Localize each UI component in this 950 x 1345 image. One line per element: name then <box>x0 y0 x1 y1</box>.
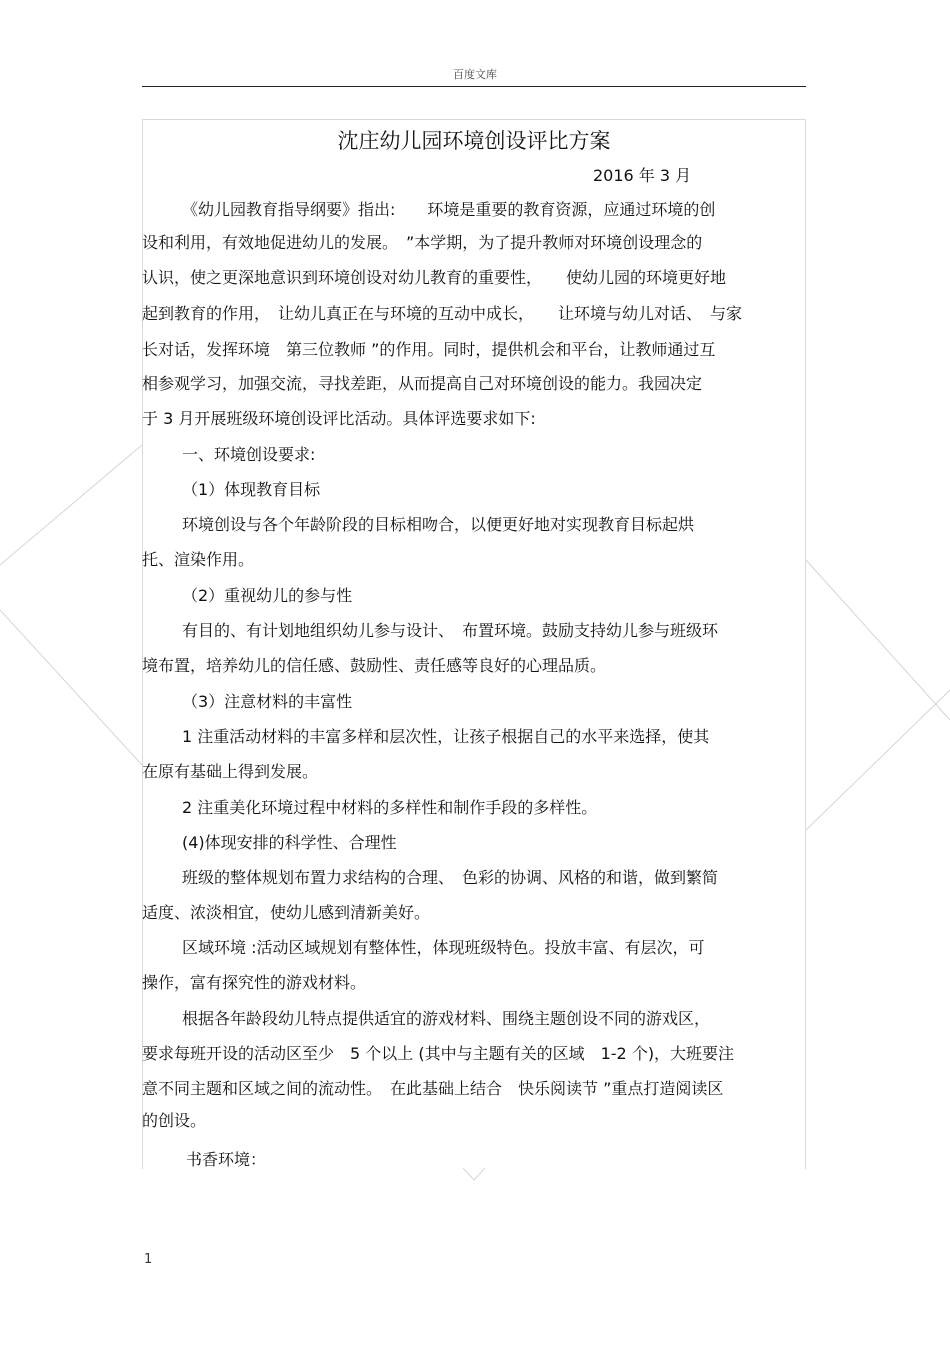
deco-line-left-lower <box>0 610 142 765</box>
paragraph-line: 区域环境 :活动区域规划有整体性，体现班级特色。投放丰富、有层次，可 <box>182 938 705 957</box>
deco-line-right-upper <box>806 560 950 720</box>
paragraph-line: 根据各年龄段幼儿特点提供适宜的游戏材料、围绕主题创设不同的游戏区， <box>182 1009 711 1028</box>
subsection-heading: (4)体现安排的科学性、合理性 <box>182 833 397 852</box>
paragraph-line: 相参观学习，加强交流，寻找差距，从而提高自己对环境创设的能力。我园决定 <box>142 374 703 393</box>
paragraph-line: 环境创设与各个年龄阶段的目标相吻合，以便更好地对实现教育目标起烘 <box>182 515 695 534</box>
paragraph-line: 2 注重美化环境过程中材料的多样性和制作手段的多样性。 <box>182 798 598 817</box>
paragraph-line: 长对话，发挥环境 第三位教师 ”的作用。同时，提供机会和平台，让教师通过互 <box>142 340 716 359</box>
paragraph-line: 托、渲染作用。 <box>142 550 255 569</box>
document-title: 沈庄幼儿园环境创设评比方案 <box>337 129 611 153</box>
deco-chevron <box>463 1168 485 1180</box>
paragraph-line: 要求每班开设的活动区至少 5 个以上 (其中与主题有关的区域 1-2 个)，大班要注 <box>142 1044 735 1063</box>
deco-line-left-upper <box>0 445 142 565</box>
paragraph-line: 意不同主题和区域之间的流动性。 在此基础上结合 快乐阅读节 ”重点打造阅读区 <box>142 1079 724 1098</box>
paragraph-line: 班级的整体规划布置力求结构的合理、 色彩的协调、风格的和谐，做到繁简 <box>182 868 719 887</box>
paragraph-line: 于 3 月开展班级环境创设评比活动。具体评选要求如下: <box>142 409 536 428</box>
paragraph-line: 认识，使之更深地意识到环境创设对幼儿教育的重要性， 使幼儿园的环境更好地 <box>142 268 727 287</box>
paragraph-line: 操作，富有探究性的游戏材料。 <box>142 973 367 992</box>
subsection-heading: （2）重视幼儿的参与性 <box>182 586 353 605</box>
document-date: 2016 年 3 月 <box>593 166 692 185</box>
section-heading: 书香环境： <box>186 1150 267 1169</box>
page-number: 1 <box>144 1252 153 1267</box>
section-heading: 一、环境创设要求: <box>182 445 316 464</box>
paragraph-line: 1 注重活动材料的丰富多样和层次性，让孩子根据自己的水平来选择，使其 <box>182 727 710 746</box>
subsection-heading: （1）体现教育目标 <box>182 480 321 499</box>
header-site-name: 百度文库 <box>453 68 497 81</box>
paragraph-line: 《幼儿园教育指导纲要》指出: 环境是重要的教育资源，应通过环境的创 <box>182 200 716 219</box>
paragraph-line: 的创设。 <box>142 1111 207 1130</box>
subsection-heading: （3）注意材料的丰富性 <box>182 692 353 711</box>
paragraph-line: 起到教育的作用， 让幼儿真正在与环境的互动中成长， 让环境与幼儿对话、 与家 <box>142 304 743 323</box>
paragraph-line: 设和利用，有效地促进幼儿的发展。 ”本学期，为了提升教师对环境创设理念的 <box>142 233 703 252</box>
paragraph-line: 有目的、有计划地组织幼儿参与设计、 布置环境。鼓励支持幼儿参与班级环 <box>182 621 719 640</box>
paragraph-line: 适度、浓淡相宜，使幼儿感到清新美好。 <box>142 903 431 922</box>
paragraph-line: 在原有基础上得到发展。 <box>142 762 319 781</box>
deco-line-right-lower <box>806 690 950 830</box>
paragraph-line: 境布置，培养幼儿的信任感、鼓励性、责任感等良好的心理品质。 <box>142 656 607 675</box>
document-body <box>142 119 806 1169</box>
